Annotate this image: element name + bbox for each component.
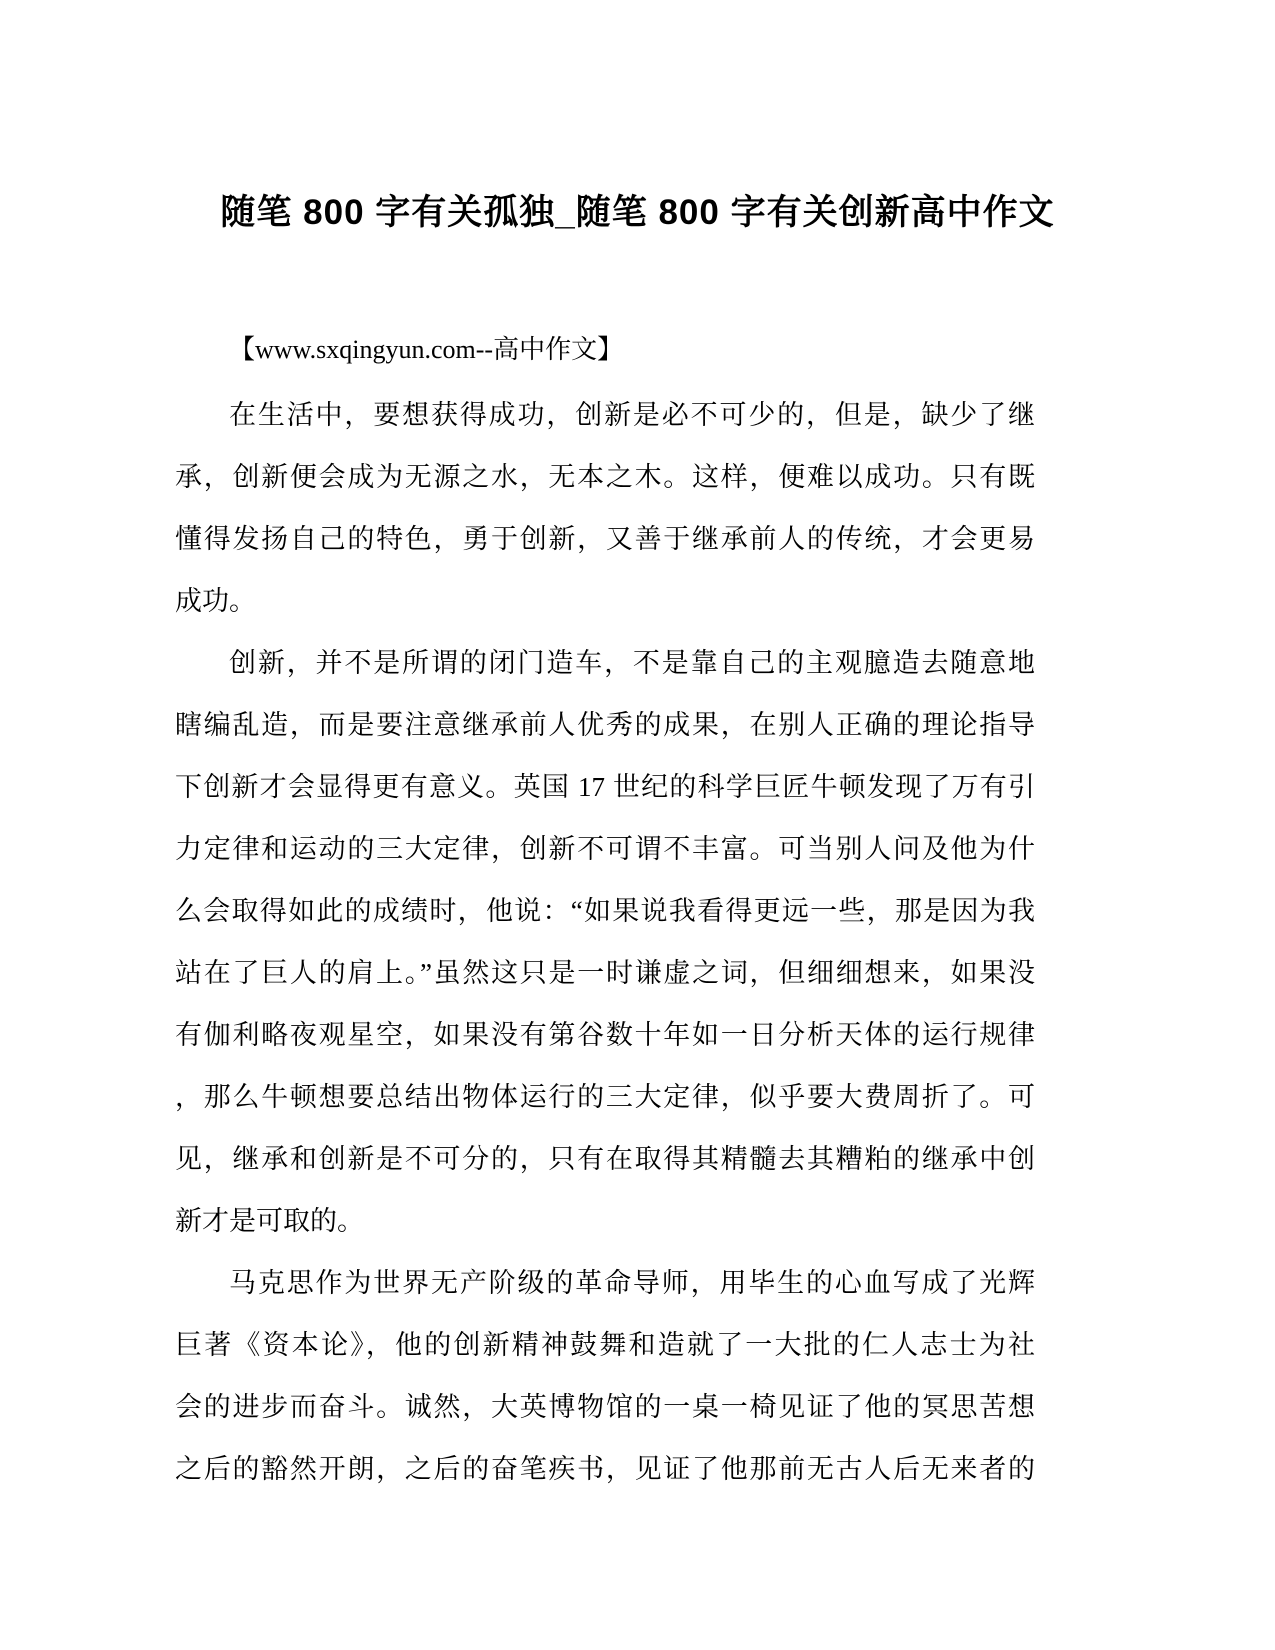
text-line: 马克思作为世界无产阶级的革命导师，用毕生的心血写成了光辉	[229, 1268, 1035, 1298]
text-line: 么会取得如此的成绩时，他说：“如果说我看得更远一些，那是因为我	[175, 896, 1035, 926]
text-line: 下创新才会显得更有意义。英国 17 世纪的科学巨匠牛顿发现了万有引	[175, 772, 1035, 802]
text-line: 新才是可取的。	[175, 1206, 364, 1236]
text-line: 站在了巨人的肩上。”虽然这只是一时谦虚之词，但细细想来，如果没	[175, 958, 1035, 988]
text-line: 会的进步而奋斗。诚然，大英博物馆的一桌一椅见证了他的冥思苦想	[175, 1392, 1035, 1422]
text-line: 瞎编乱造，而是要注意继承前人优秀的成果，在别人正确的理论指导	[175, 710, 1035, 740]
paragraph	[175, 384, 1035, 632]
text-line: 之后的豁然开朗，之后的奋笔疾书，见证了他那前无古人后无来者的	[175, 1454, 1035, 1484]
text-line: 创新，并不是所谓的闭门造车，不是靠自己的主观臆造去随意地	[229, 648, 1035, 678]
source-line: 【www.sxqingyun.com--高中作文】	[229, 335, 624, 364]
paragraph	[175, 1252, 1035, 1500]
document-title: 随笔 800 字有关孤独_随笔 800 字有关创新高中作文	[220, 193, 1055, 232]
text-line: 承，创新便会成为无源之水，无本之木。这样，便难以成功。只有既	[175, 462, 1035, 492]
text-line: 有伽利略夜观星空，如果没有第谷数十年如一日分析天体的运行规律	[175, 1020, 1035, 1050]
text-line: 在生活中，要想获得成功，创新是必不可少的，但是，缺少了继	[229, 400, 1035, 430]
paragraph	[175, 632, 1035, 1252]
text-line: 巨著《资本论》，他的创新精神鼓舞和造就了一大批的仁人志士为社	[175, 1330, 1035, 1360]
text-line: 力定律和运动的三大定律，创新不可谓不丰富。可当别人问及他为什	[175, 834, 1035, 864]
text-line: 懂得发扬自己的特色，勇于创新，又善于继承前人的传统，才会更易	[175, 524, 1035, 554]
text-line: 成功。	[175, 586, 256, 616]
text-line: 见，继承和创新是不可分的，只有在取得其精髓去其糟粕的继承中创	[175, 1144, 1035, 1174]
text-line: ，那么牛顿想要总结出物体运行的三大定律，似乎要大费周折了。可	[175, 1082, 1035, 1112]
document-body	[175, 384, 1035, 1500]
